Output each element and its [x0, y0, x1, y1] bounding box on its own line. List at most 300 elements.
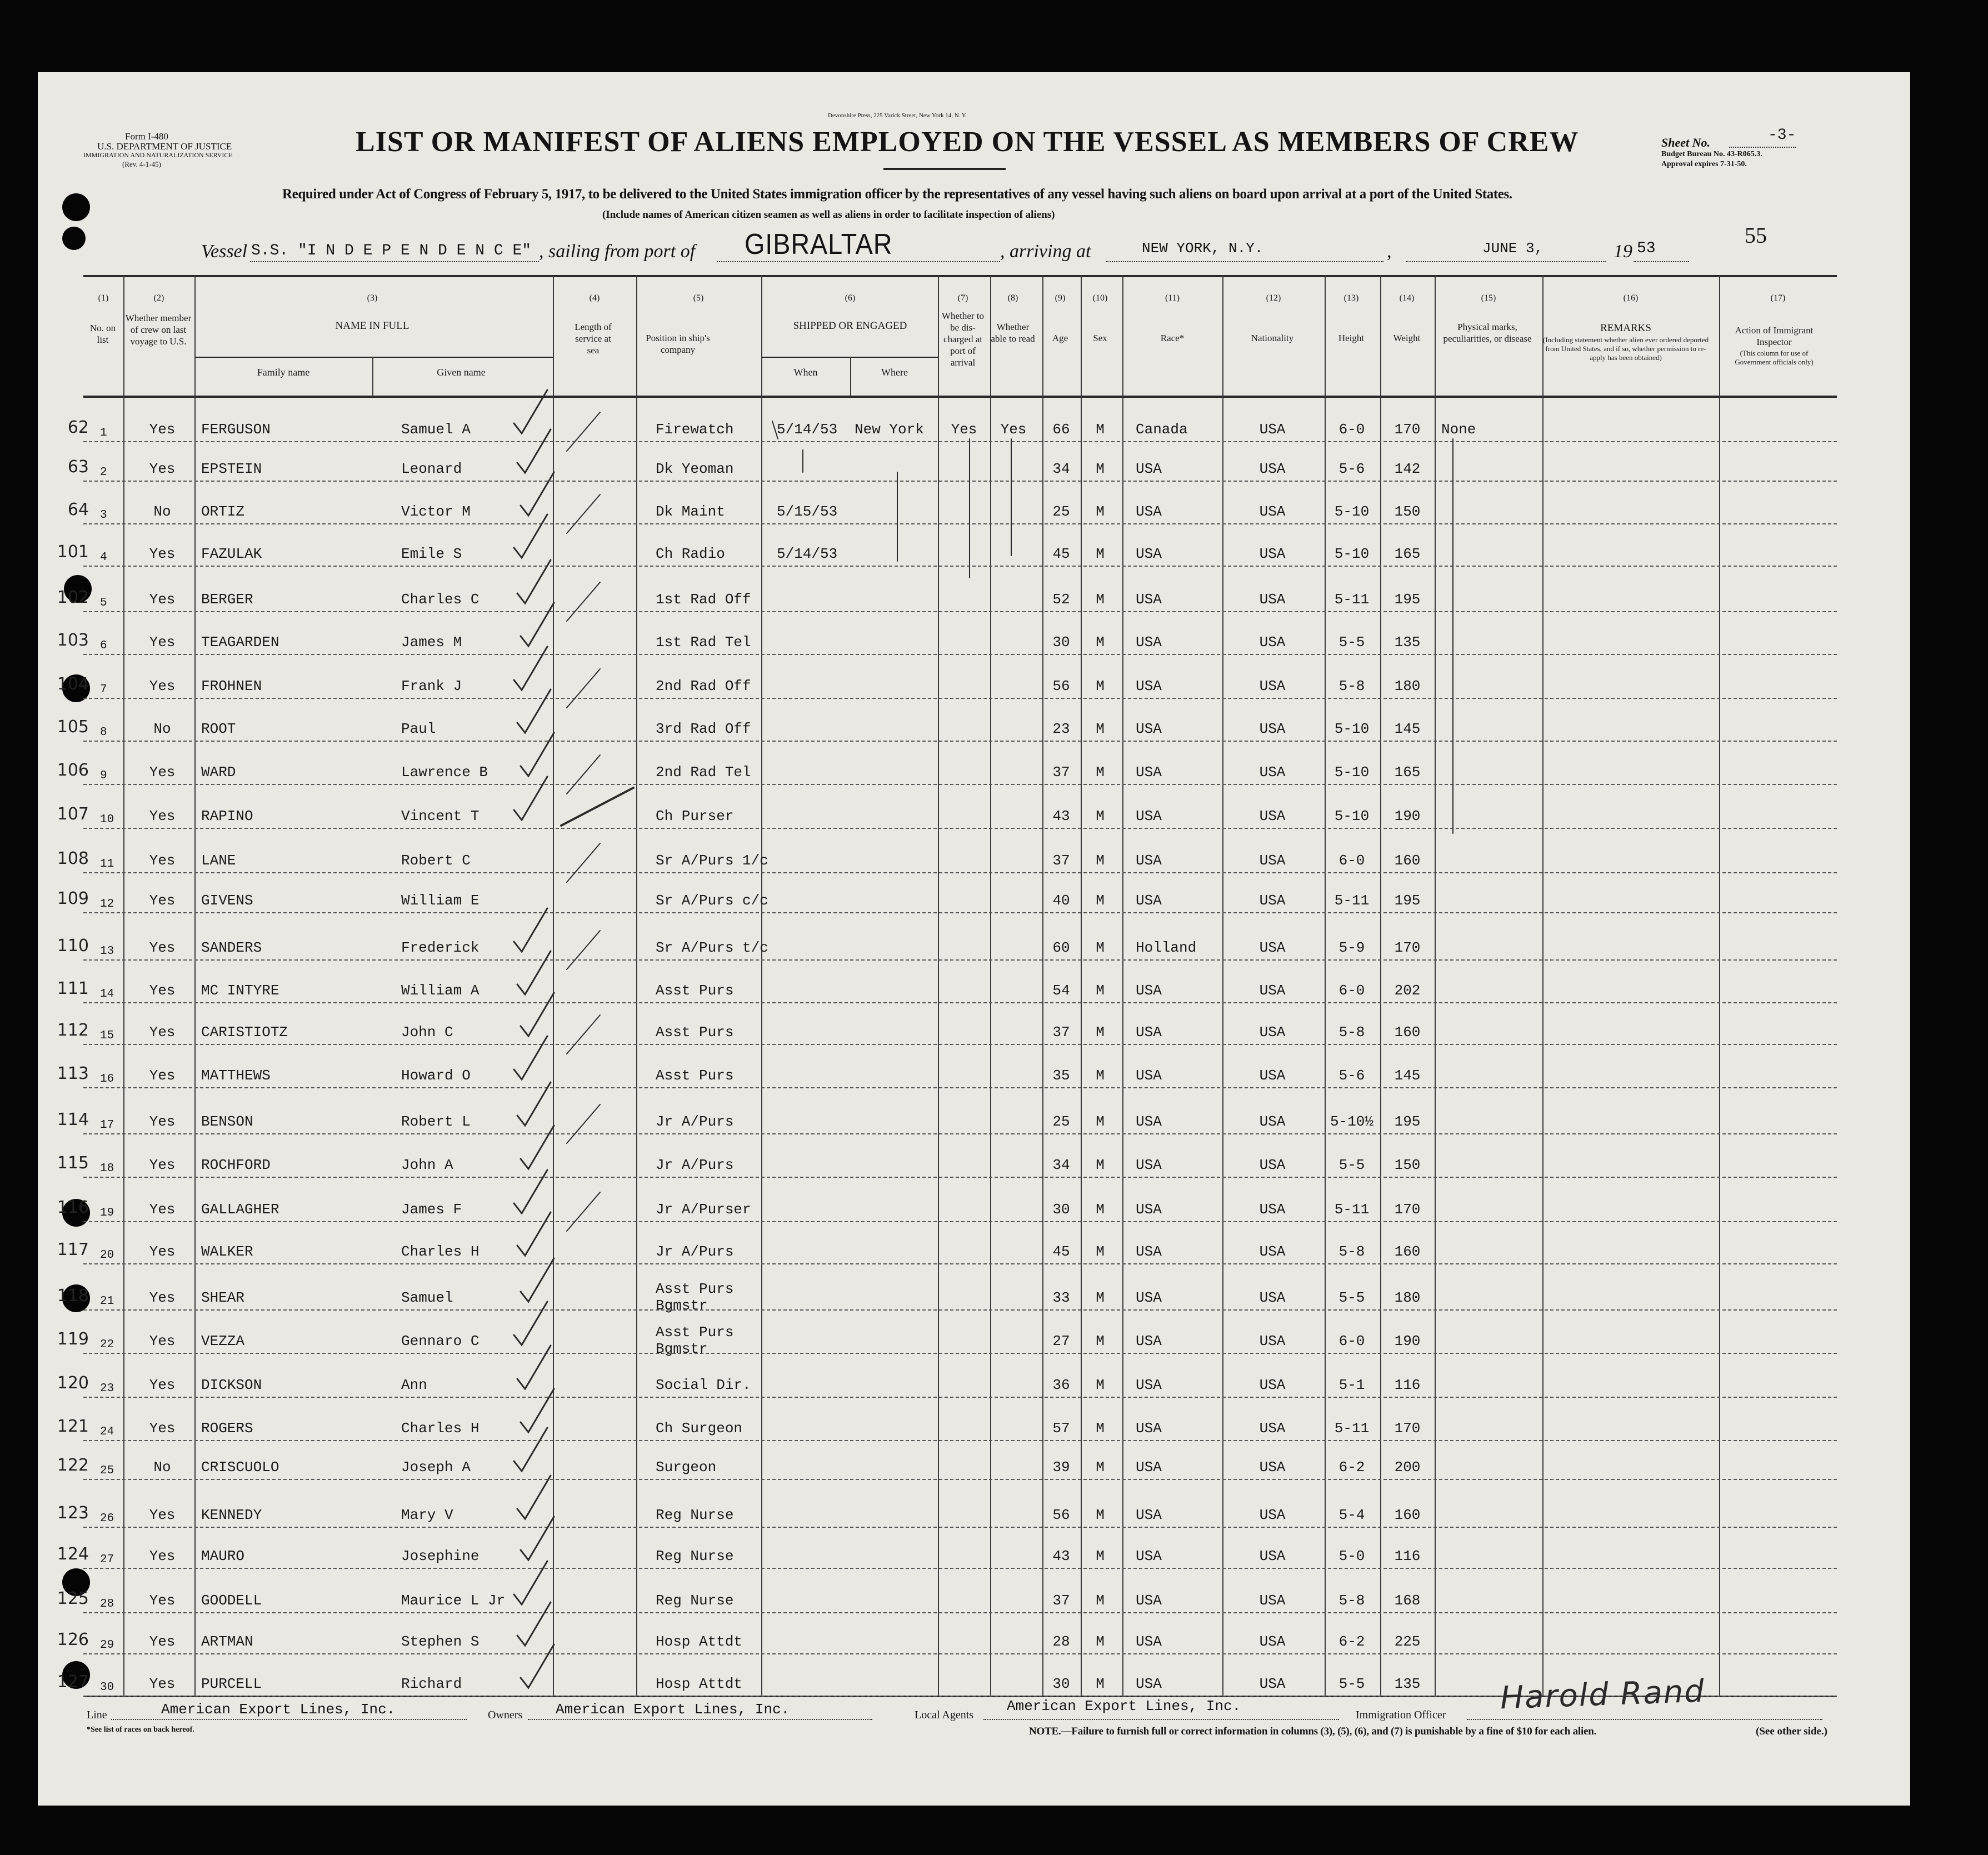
row-number: 1 [100, 427, 107, 439]
line-label: Line [87, 1709, 107, 1721]
cell-race: USA [1136, 852, 1162, 869]
cell-sex: M [1096, 503, 1105, 520]
line-underline [111, 1719, 467, 1720]
cell-nationality: USA [1259, 892, 1286, 909]
sheet-number: -3- [1768, 127, 1796, 144]
cell-race: USA [1136, 1420, 1162, 1437]
cell-family: GIVENS [201, 892, 253, 909]
row-rule [83, 1527, 1837, 1528]
column-number: (9) [1055, 293, 1066, 303]
cell-position: Jr A/Purs [656, 1157, 734, 1173]
cell-height: 5-10 [1334, 503, 1370, 520]
cell-race: USA [1136, 721, 1162, 737]
cell-weight: 150 [1394, 1157, 1421, 1173]
cell-given: William A [401, 982, 479, 999]
margin-list-number: 105 [57, 717, 89, 737]
cell-position: Dk Maint [656, 503, 725, 520]
cell-family: ORTIZ [201, 503, 245, 520]
cell-crew: Yes [149, 1548, 176, 1564]
cell-height: 5-8 [1338, 1592, 1365, 1609]
margin-list-number: 126 [57, 1630, 89, 1649]
margin-list-number: 108 [57, 849, 89, 868]
row-rule [83, 566, 1837, 567]
form-title: LIST OR MANIFEST OF ALIENS EMPLOYED ON THE VESSEL AS MEMBERS OF CREW [356, 126, 1579, 158]
cell-position: Jr A/Purs [656, 1243, 734, 1260]
cell-nationality: USA [1259, 1377, 1286, 1393]
cell-sex: M [1096, 1067, 1105, 1084]
cell-race: USA [1136, 1676, 1162, 1692]
row-rule [83, 698, 1837, 699]
cell-height: 5-10 [1334, 721, 1370, 737]
row-number: 13 [100, 945, 114, 958]
cell-family: VEZZA [201, 1333, 245, 1349]
cell-nationality: USA [1259, 1243, 1286, 1260]
cell-weight: 180 [1394, 1289, 1421, 1306]
cell-height: 6-2 [1338, 1459, 1365, 1476]
cell-family: ROOT [201, 721, 236, 737]
cell-age: 30 [1052, 1676, 1070, 1692]
cell-race: USA [1136, 982, 1162, 999]
cell-family: FERGUSON [201, 421, 271, 438]
cell-crew: Yes [149, 1024, 176, 1041]
cell-given: Samuel [401, 1289, 453, 1306]
vessel-name: S.S. "I N D E P E N D E N C E" [251, 242, 532, 259]
cell-age: 30 [1052, 1201, 1070, 1218]
cell-height: 5-8 [1338, 1024, 1365, 1041]
cell-crew: Yes [149, 461, 176, 477]
cell-sex: M [1096, 808, 1105, 824]
department: U.S. DEPARTMENT OF JUSTICE [97, 141, 232, 152]
cell-height: 5-10 [1334, 764, 1370, 781]
header-race: Race* [1160, 333, 1185, 343]
cell-age: 28 [1052, 1633, 1070, 1650]
cell-position: Asst Purs [656, 1067, 734, 1084]
cell-weight: 190 [1394, 1333, 1421, 1349]
row-number: 26 [100, 1512, 114, 1525]
cell-crew: Yes [149, 634, 176, 651]
cell-position: Asst Purs Bgmstr [656, 1324, 734, 1357]
cell-sex: M [1096, 1113, 1105, 1130]
sheet-label: Sheet No. [1661, 136, 1710, 149]
cell-given: John A [401, 1157, 453, 1173]
cell-age: 45 [1052, 546, 1070, 562]
cell-nationality: USA [1259, 634, 1286, 651]
margin-list-number: 107 [57, 804, 89, 824]
cell-race: USA [1136, 892, 1162, 909]
cell-height: 5-10½ [1330, 1113, 1373, 1130]
cell-nationality: USA [1259, 1113, 1286, 1130]
cell-crew: Yes [149, 982, 176, 999]
cell-weight: 135 [1394, 1676, 1421, 1692]
cell-sex: M [1096, 546, 1105, 562]
cell-given: Leonard [401, 461, 462, 477]
cell-height: 5-5 [1338, 1157, 1365, 1173]
cell-race: USA [1136, 1067, 1162, 1084]
cell-sex: M [1096, 1157, 1105, 1173]
cell-nationality: USA [1259, 1507, 1286, 1523]
cell-crew: Yes [149, 591, 176, 608]
column-divider [938, 275, 939, 1696]
row-rule [83, 1044, 1837, 1045]
year-underline [1634, 261, 1689, 262]
row-number: 5 [100, 597, 107, 609]
cell-sex: M [1096, 764, 1105, 781]
cell-family: ROGERS [201, 1420, 253, 1437]
cell-position: Reg Nurse [656, 1548, 734, 1564]
row-rule [83, 1263, 1837, 1264]
row-number: 30 [100, 1681, 114, 1694]
vessel-label: Vessel [201, 241, 248, 262]
cell-race: USA [1136, 1157, 1162, 1173]
cell-given: Gennaro C [401, 1333, 479, 1349]
cell-age: 66 [1052, 421, 1070, 438]
row-number: 11 [100, 858, 114, 871]
row-rule [83, 481, 1837, 482]
cell-crew: Yes [149, 1592, 176, 1609]
cell-race: USA [1136, 1333, 1162, 1349]
cell-sex: M [1096, 1507, 1105, 1523]
cell-race: USA [1136, 1633, 1162, 1650]
row-rule [83, 1397, 1837, 1398]
departure-port: GIBRALTAR [745, 228, 893, 261]
cell-crew: Yes [149, 1243, 176, 1260]
cell-given: Maurice L Jr [401, 1592, 506, 1609]
header-crew-last-voyage: Whether member of crew on last voyage to U.S. [125, 313, 192, 347]
cell-position: Hosp Attdt [656, 1633, 743, 1650]
cell-age: 30 [1052, 634, 1070, 651]
margin-list-number: 120 [57, 1373, 89, 1393]
races-note: *See list of races on back hereof. [87, 1726, 194, 1734]
cell-family: GOODELL [201, 1592, 262, 1609]
arrival-port: NEW YORK, N.Y. [1142, 240, 1263, 257]
cell-nationality: USA [1259, 808, 1286, 824]
officer-label: Immigration Officer [1356, 1709, 1446, 1721]
cell-crew: Yes [149, 1507, 176, 1523]
cell-position: Asst Purs [656, 982, 734, 999]
cell-family: SHEAR [201, 1289, 245, 1306]
cell-position: 3rd Rad Off [656, 721, 751, 737]
header-given-name: Given name [437, 367, 486, 378]
margin-list-number: 104 [57, 674, 89, 694]
budget-bureau: Budget Bureau No. 43-R065.3. [1661, 150, 1762, 158]
cell-weight: 150 [1394, 503, 1421, 520]
cell-given: Paul [401, 721, 436, 737]
margin-list-number: 119 [57, 1329, 89, 1349]
row-number: 29 [100, 1639, 114, 1652]
cell-given: Josephine [401, 1548, 479, 1564]
cell-position: Ch Purser [656, 808, 734, 824]
cell-weight: 160 [1394, 1243, 1421, 1260]
header-shipped-engaged: SHIPPED OR ENGAGED [793, 320, 907, 332]
column-number: (16) [1623, 293, 1639, 303]
cell-crew: Yes [149, 1157, 176, 1173]
cell-family: MATTHEWS [201, 1067, 271, 1084]
header-bottom-rule [83, 396, 1837, 398]
cell-race: USA [1136, 764, 1162, 781]
row-number: 23 [100, 1382, 114, 1395]
row-rule [83, 741, 1837, 742]
cell-age: 36 [1052, 1377, 1070, 1393]
cell-position: 2nd Rad Tel [656, 764, 751, 781]
cell-given: Robert C [401, 852, 471, 869]
cell-height: 5-5 [1338, 1289, 1365, 1306]
cell-weight: 116 [1394, 1548, 1421, 1564]
column-divider [1122, 275, 1123, 1696]
cell-family: KENNEDY [201, 1507, 262, 1523]
header-position: Position in ship's company [646, 333, 710, 355]
arriving-label: , arriving at [1000, 241, 1091, 262]
cell-given: John C [401, 1024, 453, 1041]
cell-position: Social Dir. [656, 1377, 751, 1393]
cell-nationality: USA [1259, 1633, 1286, 1650]
cell-family: EPSTEIN [201, 461, 262, 477]
column-number: (15) [1481, 293, 1496, 303]
cell-family: WALKER [201, 1243, 253, 1260]
margin-list-number: 62 [67, 418, 89, 437]
cell-height: 5-10 [1334, 808, 1370, 824]
cell-crew: No [153, 721, 171, 737]
arrival-underline [1106, 261, 1383, 262]
form-subnote: (Include names of American citizen seamen as well as aliens in order to facilitate inspection of aliens) [602, 209, 1055, 221]
cell-race: USA [1136, 1507, 1162, 1523]
header-when: When [793, 367, 818, 378]
row-rule [83, 1440, 1837, 1441]
cell-nationality: USA [1259, 461, 1286, 477]
row-number: 22 [100, 1338, 114, 1351]
header-family-name: Family name [257, 367, 310, 378]
header-nationality: Nationality [1251, 333, 1294, 343]
cell-read: Yes [1000, 421, 1027, 438]
cell-age: 37 [1052, 764, 1070, 781]
cell-age: 43 [1052, 1548, 1070, 1564]
cell-crew: No [153, 1459, 171, 1476]
cell-nationality: USA [1259, 1201, 1286, 1218]
cell-weight: 142 [1394, 461, 1421, 477]
row-number: 7 [100, 683, 107, 696]
row-rule [83, 1309, 1837, 1311]
cell-crew: Yes [149, 546, 176, 562]
year-prefix: 19 [1614, 241, 1632, 262]
row-rule [83, 872, 1837, 873]
column-divider [553, 275, 554, 1696]
cell-discharged: Yes [951, 421, 977, 438]
cell-weight: 195 [1394, 1113, 1421, 1130]
row-rule [83, 959, 1837, 961]
column-number: (8) [1007, 293, 1018, 303]
header-weight: Weight [1393, 333, 1421, 343]
cell-crew: Yes [149, 1113, 176, 1130]
column-number: (2) [153, 293, 164, 303]
cell-race: USA [1136, 1459, 1162, 1476]
cell-given: Vincent T [401, 808, 479, 824]
cell-sex: M [1096, 1333, 1105, 1349]
cell-weight: 165 [1394, 546, 1421, 562]
cell-nationality: USA [1259, 1333, 1286, 1349]
cell-weight: 190 [1394, 808, 1421, 824]
margin-list-number: 124 [57, 1544, 89, 1564]
column-number: (11) [1165, 293, 1180, 303]
cell-height: 5-11 [1334, 1201, 1370, 1218]
cell-family: PURCELL [201, 1676, 262, 1692]
cell-race: USA [1136, 461, 1162, 477]
cell-given: Stephen S [401, 1633, 479, 1650]
cell-sex: M [1096, 1548, 1105, 1564]
approval-expiry: Approval expires 7-31-50. [1661, 160, 1747, 168]
margin-list-number: 111 [57, 979, 89, 998]
cell-age: 56 [1052, 678, 1070, 694]
cell-weight: 145 [1394, 721, 1421, 737]
margin-list-number: 117 [57, 1240, 89, 1259]
cell-given: Lawrence B [401, 764, 488, 781]
row-rule [83, 1177, 1837, 1178]
row-number: 24 [100, 1426, 114, 1438]
cell-given: James F [401, 1201, 462, 1218]
column-divider [1719, 275, 1720, 1696]
column-divider [1542, 275, 1544, 1696]
cell-family: FROHNEN [201, 678, 262, 694]
cell-given: Ann [401, 1377, 427, 1393]
cell-nationality: USA [1259, 546, 1286, 562]
cell-family: MC INTYRE [201, 982, 279, 999]
cell-position: 1st Rad Tel [656, 634, 751, 651]
cell-nationality: USA [1259, 764, 1286, 781]
cell-family: SANDERS [201, 939, 262, 956]
cell-height: 5-8 [1338, 1243, 1365, 1260]
cell-given: Samuel A [401, 421, 471, 438]
service: IMMIGRATION AND NATURALIZATION SERVICE [83, 151, 233, 159]
cell-sex: M [1096, 1289, 1105, 1306]
cell-sex: M [1096, 852, 1105, 869]
cell-age: 37 [1052, 852, 1070, 869]
cell-position: Reg Nurse [656, 1592, 734, 1609]
margin-list-number: 109 [57, 889, 89, 908]
cell-age: 60 [1052, 939, 1070, 956]
column-number: (5) [693, 293, 704, 303]
cell-nationality: USA [1259, 721, 1286, 737]
cell-weight: 225 [1394, 1633, 1421, 1650]
row-number: 10 [100, 813, 114, 826]
margin-list-number: 64 [67, 500, 89, 519]
column-divider [1435, 275, 1436, 1696]
cell-crew: Yes [149, 1067, 176, 1084]
cell-family: RAPINO [201, 808, 253, 824]
row-number: 17 [100, 1119, 114, 1132]
cell-weight: 180 [1394, 678, 1421, 694]
line-value: American Export Lines, Inc. [161, 1701, 396, 1718]
margin-list-number: 102 [57, 588, 89, 607]
cell-age: 40 [1052, 892, 1070, 909]
port-underline [717, 261, 1000, 262]
cell-given: Mary V [401, 1507, 453, 1523]
row-number: 16 [100, 1073, 114, 1086]
cell-age: 52 [1052, 591, 1070, 608]
name-header-rule [194, 357, 553, 358]
row-number: 19 [100, 1207, 114, 1219]
cell-race: Canada [1136, 421, 1188, 438]
column-divider [761, 275, 762, 1696]
sailing-label: , sailing from port of [539, 241, 696, 262]
cell-race: USA [1136, 1113, 1162, 1130]
header-able-to-read: Whether able to read [991, 322, 1035, 344]
header-inspector-note: (This column for use of Government officials only) [1735, 349, 1814, 366]
column-number: (12) [1266, 293, 1281, 303]
cell-given: James M [401, 634, 462, 651]
cell-weight: 170 [1394, 421, 1421, 438]
cell-height: 5-11 [1334, 892, 1370, 909]
cell-height: 5-11 [1334, 1420, 1370, 1437]
cell-height: 5-10 [1334, 546, 1370, 562]
cell-given: Charles H [401, 1243, 479, 1260]
penalty-note: NOTE.—Failure to furnish full or correct information in columns (3), (5), (6), and (7) is punishable by a fine of $10 for each alien. [1029, 1726, 1597, 1737]
officer-underline [1467, 1719, 1822, 1720]
cell-crew: Yes [149, 1633, 176, 1650]
cell-position: Ch Radio [656, 546, 725, 562]
cell-nationality: USA [1259, 678, 1286, 694]
cell-height: 5-1 [1338, 1377, 1365, 1393]
cell-given: Richard [401, 1676, 462, 1692]
row-number: 9 [100, 769, 107, 782]
shipped-header-rule [761, 357, 938, 358]
cell-age: 25 [1052, 1113, 1070, 1130]
cell-height: 5-4 [1338, 1507, 1365, 1523]
cell-family: WARD [201, 764, 236, 781]
margin-list-number: 116 [57, 1198, 89, 1217]
cell-sex: M [1096, 1024, 1105, 1041]
column-divider [1081, 275, 1082, 1696]
row-rule [83, 523, 1837, 524]
header-inspector-action: Action of Immigrant Inspector [1735, 325, 1814, 347]
cell-sex: M [1096, 892, 1105, 909]
cell-nationality: USA [1259, 1676, 1286, 1692]
cell-race: USA [1136, 678, 1162, 694]
cell-height: 6-0 [1338, 852, 1365, 869]
header-where: Where [881, 367, 908, 378]
row-number: 12 [100, 898, 114, 911]
punch-hole [62, 193, 90, 221]
cell-given: Howard O [401, 1067, 471, 1084]
cell-nationality: USA [1259, 503, 1286, 520]
row-number: 14 [100, 988, 114, 1001]
cell-family: MAURO [201, 1548, 245, 1564]
cell-nationality: USA [1259, 982, 1286, 999]
agents-underline [983, 1719, 1339, 1720]
column-number: (13) [1343, 293, 1359, 303]
cell-race: USA [1136, 1201, 1162, 1218]
comma: , [1387, 241, 1392, 262]
cell-weight: 170 [1394, 1420, 1421, 1437]
cell-family: TEAGARDEN [201, 634, 279, 651]
cell-family: FAZULAK [201, 546, 262, 562]
cell-race: USA [1136, 1243, 1162, 1260]
cell-height: 5-8 [1338, 678, 1365, 694]
margin-list-number: 127 [57, 1672, 89, 1692]
row-rule [83, 611, 1837, 612]
cell-nationality: USA [1259, 1289, 1286, 1306]
cell-age: 25 [1052, 503, 1070, 520]
cell-age: 57 [1052, 1420, 1070, 1437]
cell-position: Asst Purs Bgmstr [656, 1281, 734, 1314]
cell-age: 34 [1052, 1157, 1070, 1173]
cell-position: Firewatch [656, 421, 734, 438]
cell-family: BERGER [201, 591, 253, 608]
cell-race: USA [1136, 1289, 1162, 1306]
row-rule [83, 441, 1837, 442]
cell-when: 5/14/53 [777, 421, 838, 438]
cell-family: ROCHFORD [201, 1157, 271, 1173]
cell-given: Frederick [401, 939, 479, 956]
form-subtitle: Required under Act of Congress of February 5, 1917, to be delivered to the United States immigration officer by the representatives of any vessel having such aliens on board upon arrival at a port of the United States. [282, 187, 1512, 202]
cell-height: 5-5 [1338, 1676, 1365, 1692]
